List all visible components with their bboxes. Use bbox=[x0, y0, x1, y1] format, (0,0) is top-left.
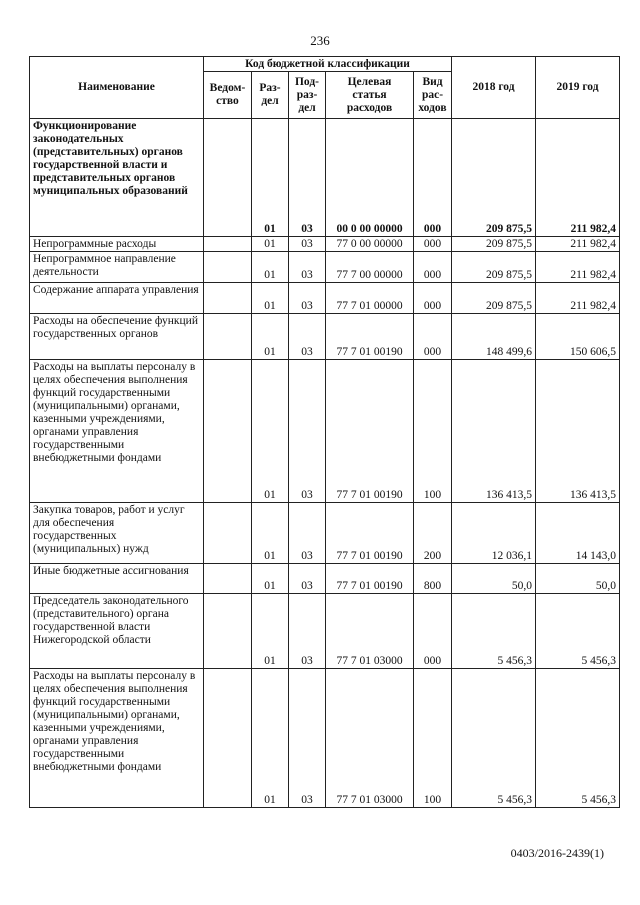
row-target: 77 7 01 00190 bbox=[326, 564, 414, 594]
table-row bbox=[30, 503, 620, 564]
table-row bbox=[30, 314, 620, 360]
header-2019: 2019 год bbox=[536, 57, 620, 119]
page-number: 236 bbox=[310, 33, 330, 48]
row-name: Функционирование законодательных (представительных) органов государственной власти и представительных органов муниципальных образований bbox=[30, 119, 204, 237]
row-name: Иные бюджетные ассигнования bbox=[30, 564, 204, 594]
row-type: 100 bbox=[414, 669, 452, 808]
row-section: 01 bbox=[252, 252, 289, 283]
row-subsection: 03 bbox=[289, 360, 326, 503]
row-2018: 209 875,5 bbox=[452, 119, 536, 237]
row-type: 000 bbox=[414, 237, 452, 252]
header-name: Наименование bbox=[30, 57, 204, 119]
budget-table bbox=[29, 56, 620, 808]
row-2018: 209 875,5 bbox=[452, 283, 536, 314]
row-ministry bbox=[204, 669, 252, 808]
row-section: 01 bbox=[252, 669, 289, 808]
row-2018: 209 875,5 bbox=[452, 237, 536, 252]
row-subsection: 03 bbox=[289, 314, 326, 360]
row-section: 01 bbox=[252, 503, 289, 564]
document-code: 0403/2016-2439(1) bbox=[510, 846, 604, 860]
table-row bbox=[30, 237, 620, 252]
header-subsection: Под- раз- дел bbox=[289, 72, 326, 119]
row-2019: 5 456,3 bbox=[536, 669, 620, 808]
row-name: Непрограммные расходы bbox=[30, 237, 204, 252]
row-subsection: 03 bbox=[289, 564, 326, 594]
row-2018: 5 456,3 bbox=[452, 669, 536, 808]
table-row bbox=[30, 594, 620, 669]
row-ministry bbox=[204, 237, 252, 252]
row-2019: 211 982,4 bbox=[536, 252, 620, 283]
row-name: Председатель законодательного (представительного) органа государственной власти Нижегородской области bbox=[30, 594, 204, 669]
row-type: 800 bbox=[414, 564, 452, 594]
row-target: 77 7 01 03000 bbox=[326, 669, 414, 808]
row-2019: 150 606,5 bbox=[536, 314, 620, 360]
row-ministry bbox=[204, 314, 252, 360]
row-type: 200 bbox=[414, 503, 452, 564]
row-section: 01 bbox=[252, 360, 289, 503]
row-2018: 50,0 bbox=[452, 564, 536, 594]
row-section: 01 bbox=[252, 564, 289, 594]
table-body bbox=[30, 119, 620, 808]
row-target: 77 7 01 00190 bbox=[326, 314, 414, 360]
header-code-group: Код бюджетной классификации bbox=[204, 57, 452, 72]
row-target: 77 7 01 00190 bbox=[326, 360, 414, 503]
row-2019: 211 982,4 bbox=[536, 119, 620, 237]
row-target: 77 7 01 03000 bbox=[326, 594, 414, 669]
row-2019: 211 982,4 bbox=[536, 283, 620, 314]
table-row bbox=[30, 669, 620, 808]
row-2019: 211 982,4 bbox=[536, 237, 620, 252]
row-subsection: 03 bbox=[289, 594, 326, 669]
row-ministry bbox=[204, 360, 252, 503]
row-section: 01 bbox=[252, 594, 289, 669]
table-row bbox=[30, 564, 620, 594]
row-subsection: 03 bbox=[289, 119, 326, 237]
row-target: 77 0 00 00000 bbox=[326, 237, 414, 252]
row-subsection: 03 bbox=[289, 503, 326, 564]
row-type: 000 bbox=[414, 119, 452, 237]
row-subsection: 03 bbox=[289, 283, 326, 314]
row-2019: 5 456,3 bbox=[536, 594, 620, 669]
row-type: 000 bbox=[414, 283, 452, 314]
row-target: 77 7 00 00000 bbox=[326, 252, 414, 283]
header-target: Целевая статья расходов bbox=[326, 72, 414, 119]
table-row bbox=[30, 283, 620, 314]
row-ministry bbox=[204, 503, 252, 564]
row-name: Непрограммное направление деятельности bbox=[30, 252, 204, 283]
row-ministry bbox=[204, 564, 252, 594]
row-ministry bbox=[204, 119, 252, 237]
row-2019: 50,0 bbox=[536, 564, 620, 594]
row-2018: 209 875,5 bbox=[452, 252, 536, 283]
row-target: 00 0 00 00000 bbox=[326, 119, 414, 237]
row-name: Расходы на выплаты персоналу в целях обеспечения выполнения функций государственными (муниципальными) органами, казенными учреждениями, органами управления государственными внебюджетными фондами bbox=[30, 360, 204, 503]
row-type: 100 bbox=[414, 360, 452, 503]
row-subsection: 03 bbox=[289, 669, 326, 808]
header-2018: 2018 год bbox=[452, 57, 536, 119]
row-subsection: 03 bbox=[289, 237, 326, 252]
row-2019: 136 413,5 bbox=[536, 360, 620, 503]
row-ministry bbox=[204, 252, 252, 283]
row-section: 01 bbox=[252, 237, 289, 252]
row-name: Содержание аппарата управления bbox=[30, 283, 204, 314]
row-2018: 136 413,5 bbox=[452, 360, 536, 503]
row-name: Расходы на выплаты персоналу в целях обеспечения выполнения функций государственными (муниципальными) органами, казенными учреждениями, органами управления государственными внебюджетными фондами bbox=[30, 669, 204, 808]
table-row bbox=[30, 119, 620, 237]
row-ministry bbox=[204, 594, 252, 669]
row-target: 77 7 01 00000 bbox=[326, 283, 414, 314]
row-subsection: 03 bbox=[289, 252, 326, 283]
row-2018: 148 499,6 bbox=[452, 314, 536, 360]
row-name: Расходы на обеспечение функций государственных органов bbox=[30, 314, 204, 360]
row-ministry bbox=[204, 283, 252, 314]
row-type: 000 bbox=[414, 314, 452, 360]
row-name: Закупка товаров, работ и услуг для обеспечения государственных (муниципальных) нужд bbox=[30, 503, 204, 564]
header-type: Вид рас- ходов bbox=[414, 72, 452, 119]
row-section: 01 bbox=[252, 119, 289, 237]
row-2018: 5 456,3 bbox=[452, 594, 536, 669]
table-row bbox=[30, 360, 620, 503]
row-section: 01 bbox=[252, 314, 289, 360]
row-type: 000 bbox=[414, 252, 452, 283]
row-section: 01 bbox=[252, 283, 289, 314]
row-2019: 14 143,0 bbox=[536, 503, 620, 564]
row-target: 77 7 01 00190 bbox=[326, 503, 414, 564]
table-row bbox=[30, 252, 620, 283]
header-section: Раз- дел bbox=[252, 72, 289, 119]
row-type: 000 bbox=[414, 594, 452, 669]
header-ministry: Ведом- ство bbox=[204, 72, 252, 119]
row-2018: 12 036,1 bbox=[452, 503, 536, 564]
